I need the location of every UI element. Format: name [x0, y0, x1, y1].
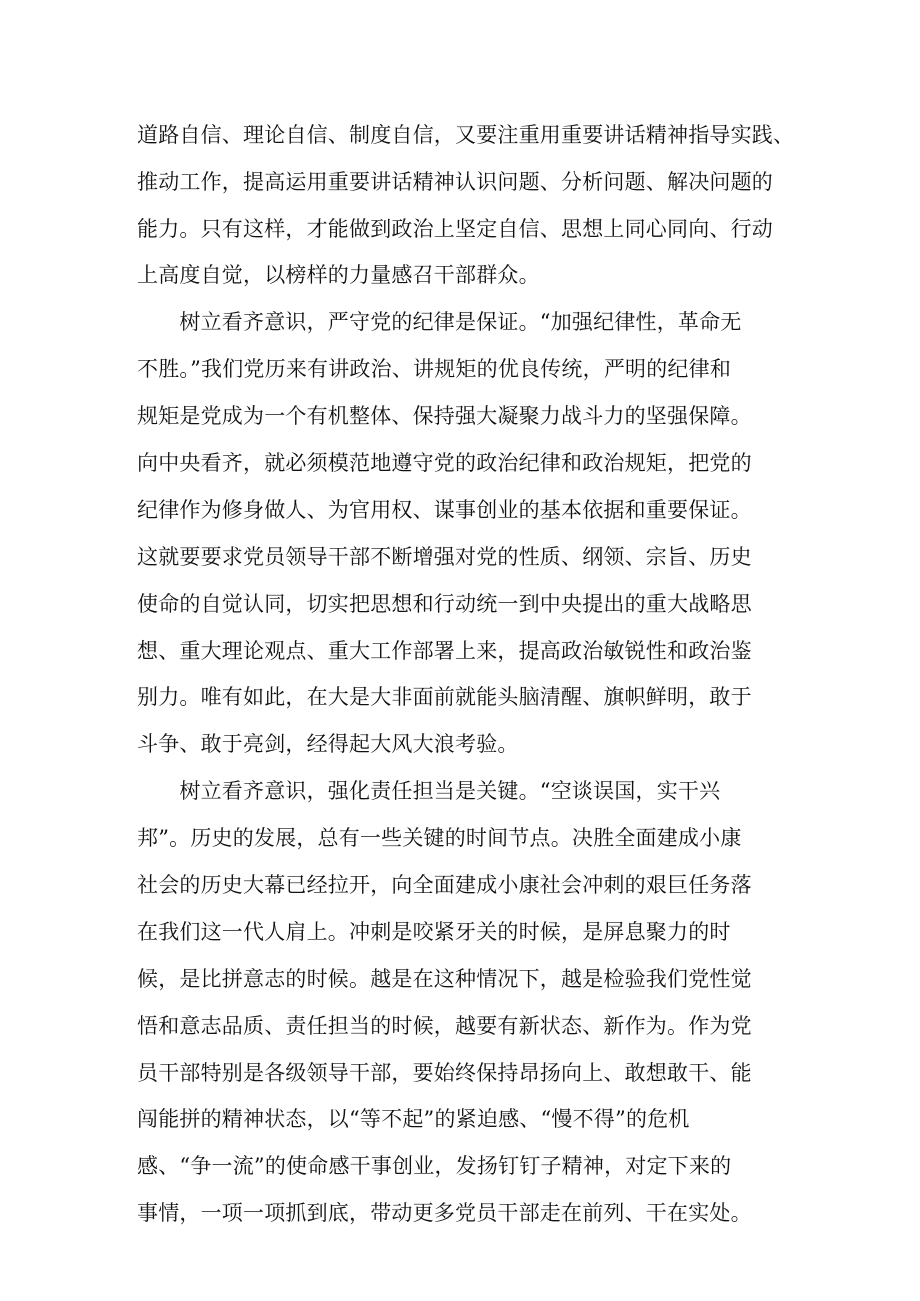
- text-line: 社会的历史大幕已经拉开，向全面建成小康社会冲刺的艰巨任务落: [137, 873, 752, 897]
- text-line: 事情，一项一项抓到底，带动更多党员干部走在前列、干在实处。: [137, 1201, 752, 1225]
- text-line: 候，是比拼意志的时候。越是在这种情况下，越是检验我们党性觉: [137, 967, 752, 991]
- text-line: 想、重大理论观点、重大工作部署上来，提高政治敏锐性和政治鉴: [137, 639, 752, 663]
- text-line: 感、“争一流”的使命感干事创业，发扬钉钉子精神，对定下来的: [137, 1154, 732, 1178]
- text-line: 推动工作，提高运用重要讲话精神认识问题、分析问题、解决问题的: [137, 170, 773, 194]
- text-line: 规矩是党成为一个有机整体、保持强大凝聚力战斗力的坚强保障。: [137, 404, 752, 428]
- text-line: 能力。只有这样，才能做到政治上坚定自信、思想上同心同向、行动: [137, 217, 773, 241]
- text-line: 道路自信、理论自信、制度自信，又要注重用重要讲话精神指导实践、: [137, 123, 795, 147]
- text-line: 使命的自觉认同，切实把思想和行动统一到中央提出的重大战略思: [137, 592, 752, 616]
- text-line: 邦”。历史的发展，总有一些关键的时间节点。决胜全面建成小康: [137, 826, 742, 850]
- text-line: 员干部特别是各级领导干部，要始终保持昂扬向上、敢想敢干、能: [137, 1061, 752, 1085]
- text-line: 别力。唯有如此，在大是大非面前就能头脑清醒、旗帜鲜明，敢于: [137, 685, 752, 709]
- text-line: 向中央看齐，就必须模范地遵守党的政治纪律和政治规矩，把党的: [137, 451, 752, 475]
- text-line: 上高度自觉，以榜样的力量感召干部群众。: [137, 263, 540, 287]
- text-line: 斗争、敢于亮剑，经得起大风大浪考验。: [137, 732, 519, 756]
- text-line: 树立看齐意识，强化责任担当是关键。“空谈误国，实干兴: [137, 779, 721, 803]
- text-line: 悟和意志品质、责任担当的时候，越要有新状态、新作为。作为党: [137, 1014, 752, 1038]
- text-line: 纪律作为修身做人、为官用权、谋事创业的基本依据和重要保证。: [137, 498, 752, 522]
- text-line: 在我们这一代人肩上。冲刺是咬紧牙关的时候，是屏息聚力的时: [137, 920, 731, 944]
- text-line: 树立看齐意识，严守党的纪律是保证。“加强纪律性，革命无: [137, 310, 742, 334]
- text-line: 这就要要求党员领导干部不断增强对党的性质、纲领、宗旨、历史: [137, 545, 752, 569]
- text-line: 闯能拼的精神状态，以“等不起”的紧迫感、“慢不得”的危机: [137, 1107, 690, 1131]
- text-line: 不胜。”我们党历来有讲政治、讲规矩的优良传统，严明的纪律和: [137, 357, 732, 381]
